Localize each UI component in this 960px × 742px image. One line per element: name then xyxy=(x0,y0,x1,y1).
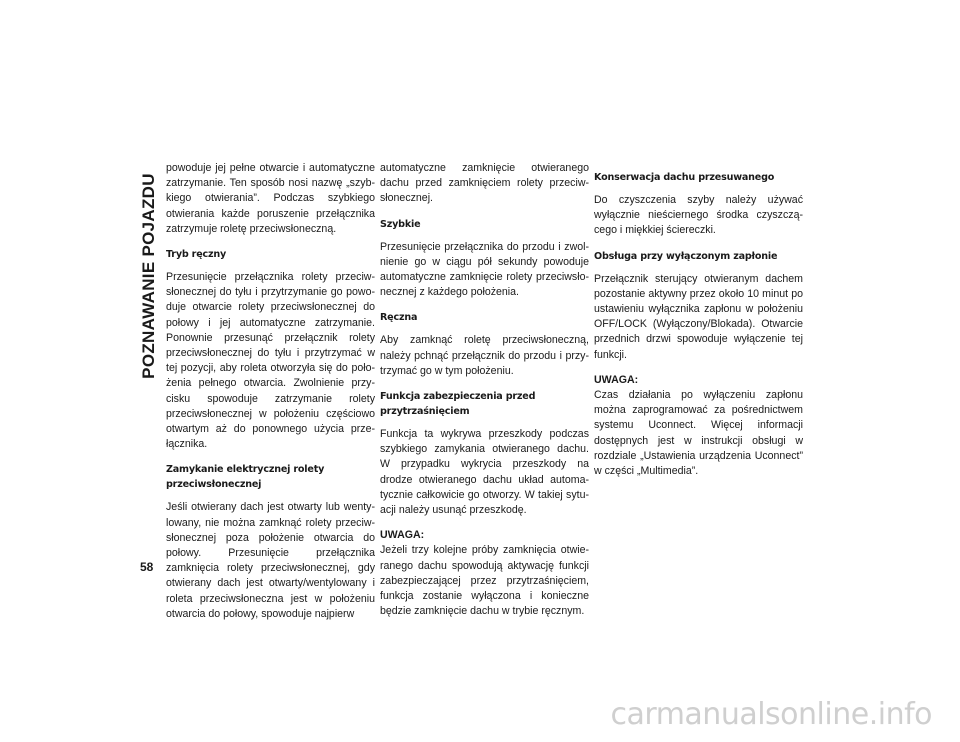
body-paragraph: Przesunięcie przełącznika do przodu i zwol-nienie go w ciągu pół sekundy powoduje automatyczne zamknięcie rolety przeciwsło-necznej z każdego położenia. xyxy=(380,240,589,299)
section-tab xyxy=(138,160,160,392)
body-paragraph: Przesunięcie przełącznika rolety przeciw-słonecznej do tyłu i przytrzymanie go powo-duje otwarcie rolety przeciwsłonecznej do połowy i jej automatyczne zatrzymanie. Ponownie przesunąć przełącznik rolety przeciwsłonecznej do tyłu i przytrzymać w tej pozycji, aby roleta otworzyła się do poło-żenia pełnego otwarcia. Zwolnienie przy-cisku spowoduje zatrzymanie rolety przeciwsłonecznej w położeniu częściowo otwartym aż do ponownego użycia prze-łącznika. xyxy=(166,271,375,451)
body-paragraph: Do czyszczenia szyby należy używać wyłącznie nieściernego środka czyszczą-cego i miękkiej ściereczki. xyxy=(594,194,803,237)
section-heading: Ręczna xyxy=(380,312,418,324)
body-paragraph: powoduje jej pełne otwarcie i automatyczne zatrzymanie. Ten sposób nosi nazwę „szyb-kiego otwierania”. Podczas szybkiego otwierania każde poruszenie przełącznika zatrzymuje roletę przeciwsłoneczną. xyxy=(166,162,375,235)
note-body: Czas działania po wyłączeniu zapłonu można zaprogramować za pośrednictwem systemu Uconnect. Więcej informacji dostępnych jest w instrukcji obsługi w rozdziale „Ustawienia urządzenia Uconnect” w części „Multimedia”. xyxy=(594,389,803,478)
section-heading: Funkcja zabezpieczenia przed przytrzaśnięciem xyxy=(380,391,536,418)
page-number: 58 xyxy=(140,560,154,574)
section-heading: Szybkie xyxy=(380,218,421,230)
body-paragraph: Przełącznik sterujący otwieranym dachem pozostanie aktywny przez około 10 minut po ustawieniu wyłącznika zapłonu w położeniu OFF/LOCK (Wyłączony/Blokada). Otwarcie przednich drzwi spowoduje wyłączenie tej funkcji. xyxy=(594,272,803,361)
column-2 xyxy=(380,161,589,629)
note-title: UWAGA: xyxy=(380,529,425,542)
body-paragraph: automatyczne zamknięcie otwieranego dachu przed zamknięciem rolety przeciw-słonecznej. xyxy=(380,162,589,205)
body-paragraph: Aby zamknąć roletę przeciwsłoneczną, należy pchnąć przełącznik do przodu i przy-trzymać go w tym położeniu. xyxy=(380,334,589,377)
section-heading: Zamykanie elektrycznej rolety przeciwsłonecznej xyxy=(166,464,325,491)
body-paragraph: Jeśli otwierany dach jest otwarty lub wenty-lowany, nie można zamknąć rolety przeciw-słonecznej poza położenie otwarcia do połowy. Przesunięcie przełącznika zamknięcia rolety przeciwsłonecznej, gdy otwierany dach jest otwarty/wentylowany i roleta przeciwsłoneczna jest w położeniu otwarcia do połowy, spowoduje najpierw xyxy=(166,501,375,620)
section-heading: Tryb ręczny xyxy=(166,249,227,261)
note-body: Jeżeli trzy kolejne próby zamknięcia otwie-ranego dachu spowodują aktywację funkcji zabezpieczającej przez przytrzaśnięciem, funkcja zostanie wyłączona i konieczne będzie zamknięcie dachu w trybie ręcznym. xyxy=(380,544,589,618)
section-heading: Konserwacja dachu przesuwanego xyxy=(594,172,775,183)
section-heading: Obsługa przy wyłączonym zapłonie xyxy=(594,250,778,262)
watermark: carmanualsonline.info xyxy=(610,697,932,732)
body-paragraph: Funkcja ta wykrywa przeszkody podczas szybkiego zamykania otwieranego dachu. W przypadku wykrycia przeszkody na drodze otwieranego dachu układ automa-tycznie całkowicie go otworzy. W takiej sytu-acji należy usunąć przeszkodę. xyxy=(380,428,589,517)
column-1 xyxy=(166,161,375,632)
column-3 xyxy=(594,170,803,489)
note-title: UWAGA: xyxy=(594,373,639,386)
section-title: POZNAWANIE POJAZDU xyxy=(139,173,159,379)
